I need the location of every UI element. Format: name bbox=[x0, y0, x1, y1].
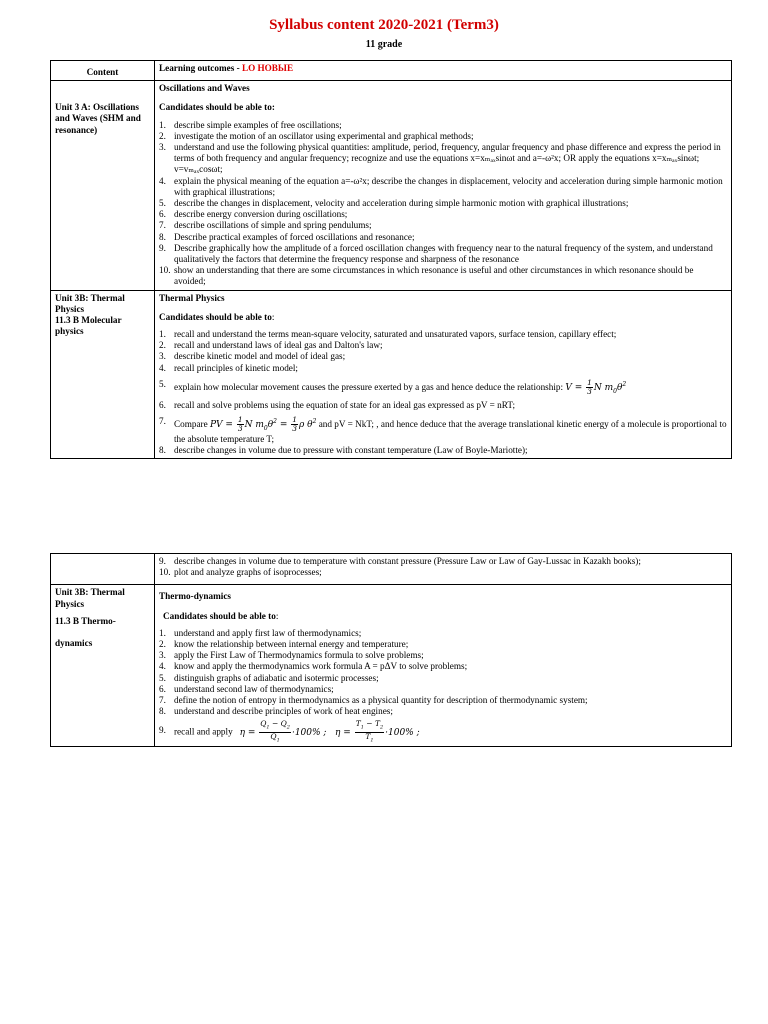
outcomes-list bbox=[159, 628, 727, 745]
list-item: 4. know and apply the thermodynamics work formula A = pΔV to solve problems; bbox=[159, 661, 468, 672]
unit-title: Unit 3B: Thermal Physics bbox=[55, 587, 125, 609]
header-learning-outcomes bbox=[155, 61, 732, 81]
candidates-label: Candidates should be able to: bbox=[163, 610, 279, 621]
list-item: 4. recall principles of kinetic model; bbox=[159, 362, 298, 373]
list-item: 6. recall and solve problems using the equation of state for an ideal gas expressed as pV = nRT; bbox=[159, 399, 515, 410]
candidates-label: Candidates should be able to: bbox=[159, 311, 275, 322]
list-item: 7. define the notion of entropy in thermodynamics as a physical quantity for description of thermodynamic system; bbox=[159, 695, 588, 706]
unit-title: Unit 3B: Thermal Physics bbox=[55, 292, 125, 314]
document-title: Syllabus content 2020-2021 (Term3) bbox=[269, 17, 499, 33]
outcomes-list bbox=[159, 329, 727, 456]
formula-pressure: V = $\frac{1}{3}$ N $m_0\theta^2$ bbox=[565, 377, 627, 396]
formula-efficiency: η = $\frac{Q_1 - Q_2}{Q_1}$ ·100% ; η = $\frac{T_1 - T_2}{T_1}$ ·100% ; bbox=[239, 719, 420, 744]
list-item: 8. describe changes in volume due to pressure with constant temperature (Law of Boyle-Mariotte); bbox=[159, 445, 528, 456]
list-item: 3. understand and use the following physical quantities: amplitude, period, frequency, angular frequency and phase difference and express the period in terms of both frequency and angular frequency; recognize and use the equations x=xₘₐₓsinωt and a=-ω²x; OR apply the equations x=xₘₐₓsinωt; v=vₘₐₓcosωt; bbox=[159, 142, 721, 175]
list-item: 1. understand and apply first law of thermodynamics; bbox=[159, 627, 362, 638]
list-item: 10. plot and analyze graphs of isoprocesses; bbox=[159, 567, 322, 578]
section-title: Thermo-dynamics bbox=[159, 591, 231, 602]
formula-compare: PV = $\frac{1}{3}$ N $m_0\theta^2$ = $\frac{1}{3}$ ρ $\theta^2$ bbox=[209, 415, 317, 434]
list-item: 7. describe oscillations of simple and spring pendulums; bbox=[159, 220, 372, 231]
list-item: 4. explain the physical meaning of the equation a=-ω²x; describe the changes in displacement, velocity and acceleration during simple harmonic motion with graphical illustrations; bbox=[159, 175, 723, 197]
grade-label: 11 grade bbox=[365, 39, 403, 50]
list-item: 8. Describe practical examples of forced oscillations and resonance; bbox=[159, 231, 415, 242]
list-item: 2. recall and understand laws of ideal gas and Dalton's law; bbox=[159, 340, 383, 351]
list-item: 6. describe energy conversion during oscillations; bbox=[159, 209, 348, 220]
table-row-unit3a bbox=[51, 81, 732, 290]
table-header-row bbox=[51, 61, 732, 81]
unit-cell bbox=[51, 554, 155, 585]
list-item: 5. distinguish graphs of adiabatic and isotermic processes; bbox=[159, 672, 379, 683]
unit-cell bbox=[51, 290, 155, 459]
syllabus-table-continued bbox=[50, 553, 732, 747]
candidates-label: Candidates should be able to: bbox=[159, 102, 275, 113]
outcomes-cell bbox=[155, 585, 732, 747]
list-item: 3. describe kinetic model and model of ideal gas; bbox=[159, 351, 346, 362]
list-item: 9. describe changes in volume due to temperature with constant pressure (Pressure Law or Law of Gay-Lussac in Kazakh books); bbox=[159, 556, 641, 566]
list-item: 5. describe the changes in displacement, velocity and acceleration during simple harmonic motion with graphical illustrations; bbox=[159, 198, 629, 209]
table-row-thermodynamics bbox=[51, 585, 732, 747]
syllabus-table bbox=[50, 60, 732, 459]
unit-cell bbox=[51, 585, 155, 747]
list-item: 8. understand and describe principles of work of heat engines; bbox=[159, 706, 393, 717]
unit-title: Unit 3 A: Oscillations and Waves (SHM and resonance) bbox=[55, 102, 141, 135]
list-item: 7. Compare PV = $\frac{1}{3}$ N $m_0\theta^2$ = $\frac{1}{3}$ ρ $\theta^2$ and pV = NkT; , and hence deduce that the average translational kinetic energy of a molecule is proportional to the absolute temperature T; bbox=[159, 415, 727, 445]
unit-cell bbox=[51, 81, 155, 290]
list-item: 1. recall and understand the terms mean-square velocity, saturated and unsaturated vapors, surface tension, capillary effect; bbox=[159, 329, 617, 340]
list-item: 6. understand second law of thermodynamics; bbox=[159, 683, 334, 694]
list-item: 3. apply the First Law of Thermodynamics formula to solve problems; bbox=[159, 650, 424, 661]
lo-new-label: LO НОВЫЕ bbox=[241, 63, 294, 73]
table-row-continued bbox=[51, 554, 732, 585]
list-item: 2. investigate the motion of an oscillator using experimental and graphical methods; bbox=[159, 130, 474, 141]
header-content: Content bbox=[51, 61, 155, 81]
learning-outcomes-label: Learning outcomes - bbox=[159, 63, 242, 73]
list-item: 10. show an understanding that there are some circumstances in which resonance is useful and other circumstances in which resonance should be avoided; bbox=[159, 265, 694, 287]
subunit-title: 11.3 B Thermo-dynamics bbox=[55, 615, 116, 648]
table-row-unit3b bbox=[51, 290, 732, 459]
section-title: Oscillations and Waves bbox=[159, 83, 250, 94]
section-title: Thermal Physics bbox=[159, 292, 225, 303]
outcomes-list bbox=[159, 120, 727, 288]
list-item: 9. recall and apply η = $\frac{Q_1 - Q_2}{Q_1}$ ·100% ; η = $\frac{T_1 - T_2}{T_1}$ ·100% ; bbox=[159, 719, 420, 744]
outcomes-list bbox=[159, 556, 727, 578]
outcomes-cell bbox=[155, 81, 732, 290]
outcomes-cell bbox=[155, 554, 732, 585]
list-item: 2. know the relationship between internal energy and temperature; bbox=[159, 639, 409, 650]
outcomes-cell bbox=[155, 290, 732, 459]
list-item: 1. describe simple examples of free oscillations; bbox=[159, 119, 342, 130]
list-item: 9. Describe graphically how the amplitude of a forced oscillation changes with frequency near to the natural frequency of the system, and understand qualitatively the factors that determine the frequency response and sharpness of the resonance bbox=[159, 242, 713, 265]
subunit-title: 11.3 B Molecular physics bbox=[55, 315, 122, 337]
list-item: 5. explain how molecular movement causes the pressure exerted by a gas and hence deduce the relationship: V = $\frac{1}{3}$ N $m_0\theta^2$ bbox=[159, 377, 627, 396]
